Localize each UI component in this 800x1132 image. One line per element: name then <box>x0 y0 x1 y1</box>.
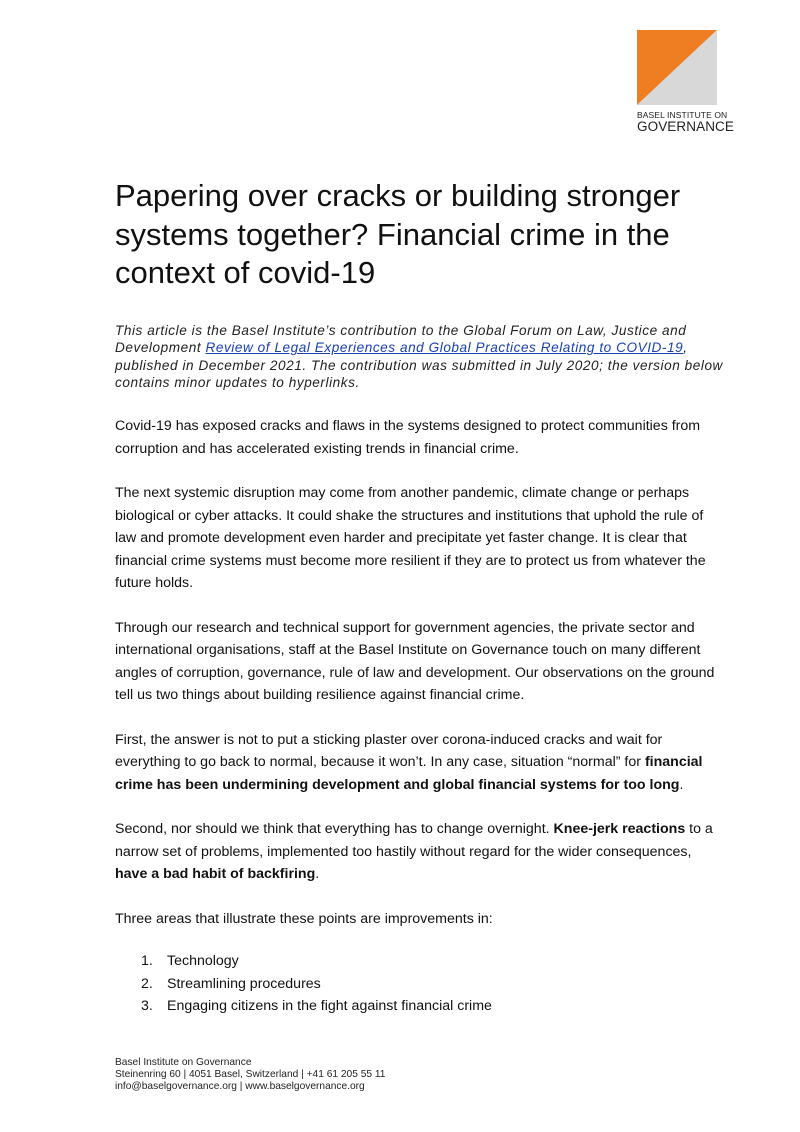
list-item-number: 1. <box>141 953 153 969</box>
paragraph-5-emphasis-1: Knee-jerk reactions <box>553 821 686 837</box>
logo-text-bottom: GOVERNANCE <box>637 119 735 134</box>
paragraph-5-text: Second, nor should we think that everything has to change overnight. <box>115 821 554 837</box>
paragraph-5 <box>115 818 725 886</box>
institute-logo <box>637 30 735 134</box>
list-item-number: 3. <box>141 998 153 1014</box>
intro-text-before: This article is the Basel Institute’s contribution to the Global Forum on Law, Justice and Development <box>115 323 687 356</box>
intro-text-after: , published in December 2021. The contribution was submitted in July 2020; the version below contains minor updates to hyperlinks. <box>115 340 723 390</box>
improvement-list <box>115 950 725 1018</box>
paragraph-1: Covid-19 has exposed cracks and flaws in the systems designed to protect communities from corruption and has accelerated existing trends in financial crime. <box>115 418 701 457</box>
page-footer <box>115 1057 515 1094</box>
footer-org-name: Basel Institute on Governance <box>115 1057 252 1068</box>
paragraph-4-text: First, the answer is not to put a sticking plaster over corona-induced cracks and wait for everything to go back to normal, because it won’t. In any case, situation “normal” for <box>115 731 663 770</box>
review-link[interactable]: Review of Legal Experiences and Global Practices Relating to COVID-19 <box>205 340 684 356</box>
paragraph-5-end: . <box>315 866 320 882</box>
list-item-text: Engaging citizens in the fight against financial crime <box>167 998 492 1014</box>
paragraph-3: Through our research and technical support for government agencies, the private sector and international organisations, staff at the Basel Institute on Governance touch on many different angles of corruption, governance, rule of law and development. Our observations on the ground tell us two things about building resilience against financial crime. <box>115 619 715 703</box>
list-item <box>115 973 725 996</box>
logo-text-top: BASEL INSTITUTE ON <box>637 110 728 120</box>
list-item-text: Technology <box>167 953 239 969</box>
list-item-text: Streamlining procedures <box>167 975 321 992</box>
paragraph-6: Three areas that illustrate these points are improvements in: <box>115 910 493 927</box>
paragraph-5-emphasis-2: have a bad habit of backfiring <box>115 866 316 882</box>
article-title: Papering over cracks or building stronger systems together? Financial crime in the context of covid-19 <box>115 178 681 290</box>
paragraph-4-emphasis: financial crime has been undermining development and global financial systems for too long <box>115 754 703 793</box>
footer-address: Steinenring 60 | 4051 Basel, Switzerland | +41 61 205 55 11 <box>115 1069 386 1081</box>
paragraph-4-end: . <box>679 776 684 793</box>
list-item-number: 2. <box>141 975 153 992</box>
paragraph-4 <box>115 729 725 797</box>
paragraph-5-text-2: to a narrow set of problems, implemented too hastily without regard for the wider consequences, <box>115 821 713 860</box>
list-item <box>115 995 725 1018</box>
paragraph-2: The next systemic disruption may come from another pandemic, climate change or perhaps biological or cyber attacks. It could shake the structures and institutions that uphold the rule of law and promote development even harder and precipitate yet faster change. It is clear that financial crime systems must become more resilient if they are to protect us from whatever the future holds. <box>115 485 706 591</box>
article-body <box>115 415 725 1018</box>
list-item <box>115 950 725 973</box>
intro-note <box>115 322 725 391</box>
footer-contact: info@baselgovernance.org | www.baselgovernance.org <box>115 1081 365 1093</box>
logo-mark-icon <box>637 30 717 105</box>
